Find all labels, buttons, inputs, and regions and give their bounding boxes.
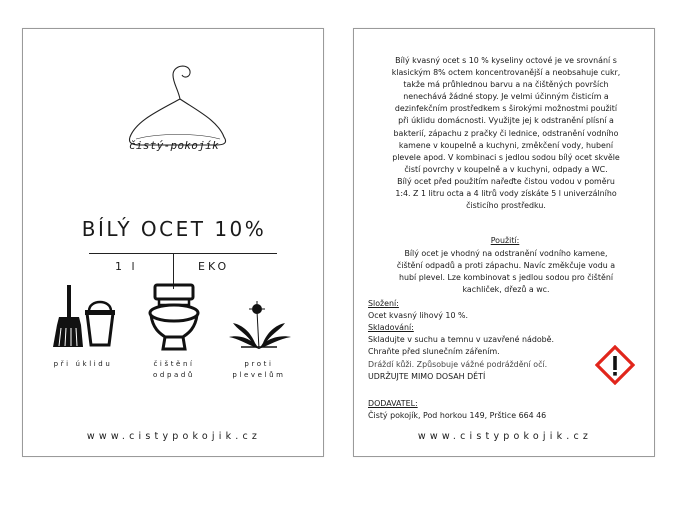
- description: [368, 55, 644, 212]
- hazard-statement: Dráždí kůži. Způsobuje vážné podráždění očí.: [368, 360, 548, 369]
- description-line: takže má průhlednou barvu a na čištěných površích: [403, 80, 609, 90]
- usage-line: hubí plevel. Lze kombinovat s jedlou sodou pro čištění: [398, 273, 614, 283]
- usage-line: Bílý ocet je vhodný na odstranění vodního kamene,: [404, 249, 608, 258]
- description-line: nenechává žádné stopy. Je velmi účinným čisticím a: [403, 92, 609, 102]
- usage-text: [368, 248, 644, 296]
- icon-label-cleaning: při úklidu: [53, 360, 113, 368]
- description-line: plevele apod. V kombinaci s jedlou sodou bílý ocet skvěle: [392, 152, 620, 162]
- usage-line: kachliček, dřezů a wc.: [462, 285, 550, 295]
- icon-label-weeds: proti plevelům: [232, 360, 286, 379]
- broom-bucket-icon: [49, 283, 117, 351]
- storage-text-1: Skladujte v suchu a temnu v uzavřené nádobě.: [368, 335, 555, 344]
- usage-heading: Použití:: [490, 236, 520, 245]
- storage-text-2: Chraňte před slunečním zářením.: [368, 347, 500, 356]
- weed-icon: [221, 301, 297, 351]
- description-line: dezinfekčním prostředkem s širokými možnostmi použití: [394, 104, 618, 114]
- description-line: Bílý ocet před použitím nařeďte čistou vodou v poměru: [397, 176, 615, 186]
- description-line: 1:4. Z 1 litru octa a 4 litrů vody získáte 5 l univerzálního: [395, 189, 617, 199]
- description-line: kamene v koupelně a kuchyni, změkčení vody, hubení: [398, 140, 614, 150]
- product-title: BÍLÝ OCET 10%: [81, 217, 267, 241]
- description-line: čisticího prostředku.: [466, 201, 546, 211]
- volume: 1 l: [115, 260, 138, 273]
- supplier-text: Čistý pokojík, Pod horkou 149, Prštice 664 46: [368, 411, 547, 420]
- eco-badge: EKO: [198, 260, 230, 273]
- description-line: bakterií, zápachu z pračky či lednice, odstranění vodního: [393, 128, 619, 138]
- brand-name: čistý-pokojík: [129, 139, 219, 152]
- website-link-front[interactable]: www.cistypokojik.cz: [86, 431, 262, 442]
- back-label: [353, 28, 655, 457]
- description-line: Bílý kvasný ocet s 10 % kyseliny octové je ve srovnání s: [395, 56, 617, 65]
- icon-label-drains: čištění odpadů: [153, 360, 195, 379]
- description-line: při úklidu domácnosti. Využijte jej k odstranění plísní a: [398, 116, 614, 126]
- description-line: čistí povrchy v koupelně a v kuchyni, odpady a WC.: [404, 164, 608, 174]
- storage-heading: Skladování:: [368, 323, 414, 332]
- website-link-back[interactable]: www.cistypokojik.cz: [417, 431, 593, 442]
- toilet-icon: [145, 281, 203, 353]
- front-label: [22, 28, 324, 457]
- exclamation-mark-icon: [595, 345, 635, 385]
- usage-line: čištění odpadů a proti zápachu. Navíc změkčuje vodu a: [396, 261, 616, 271]
- supplier-heading: DODAVATEL:: [368, 399, 418, 408]
- description-line: klasickým 8% octem koncentrovanější a neobsahuje cukr,: [391, 68, 621, 78]
- divider-horizontal: [89, 253, 277, 254]
- composition-heading: Složení:: [368, 299, 399, 308]
- keep-away-warning: UDRŽUJTE MIMO DOSAH DĚTÍ: [368, 372, 486, 381]
- composition-text: Ocet kvasný lihový 10 %.: [368, 311, 468, 320]
